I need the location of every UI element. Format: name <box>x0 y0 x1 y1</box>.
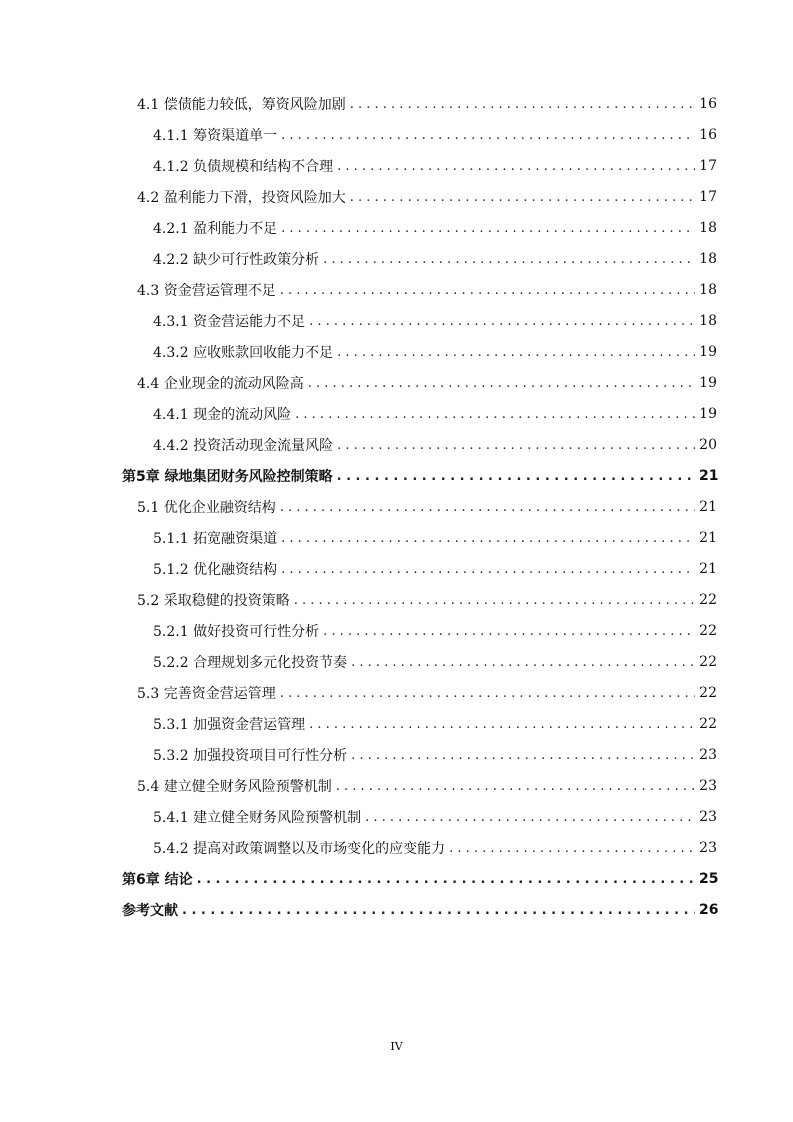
toc-leader-dots <box>280 686 695 701</box>
toc-entry[interactable] <box>0 803 793 831</box>
toc-entry-title: 4.4 企业现金的流动风险高 <box>137 376 304 392</box>
toc-entry-page-number: 22 <box>699 716 717 732</box>
toc-entry-title: 5.3 完善资金营运管理 <box>137 686 276 702</box>
toc-entry[interactable] <box>0 90 793 118</box>
toc-entry[interactable] <box>0 493 793 521</box>
toc-leader-dots <box>197 872 695 887</box>
toc-entry-page-number: 16 <box>699 127 717 143</box>
toc-leader-dots <box>350 97 695 112</box>
toc-entry-page-number: 21 <box>699 530 717 546</box>
toc-entry[interactable] <box>0 586 793 614</box>
toc-entry-title: 4.1 偿债能力较低，筹资风险加剧 <box>137 97 346 113</box>
toc-entry-title: 5.2.2 合理规划多元化投资节奏 <box>153 655 348 671</box>
toc-entry[interactable] <box>0 555 793 583</box>
toc-leader-dots <box>336 779 695 794</box>
toc-entry-page-number: 18 <box>699 282 717 298</box>
toc-entry[interactable] <box>0 896 793 924</box>
toc-entry-title: 4.2.2 缺少可行性政策分析 <box>153 252 320 268</box>
toc-leader-dots <box>351 655 695 670</box>
toc-entry-title: 4.1.1 筹资渠道单一 <box>153 128 278 144</box>
toc-leader-dots <box>281 221 695 236</box>
toc-entry-page-number: 21 <box>699 468 719 484</box>
toc-leader-dots <box>337 159 695 174</box>
toc-entry-title: 5.4.2 提高对政策调整以及市场变化的应变能力 <box>153 841 446 857</box>
toc-entry-page-number: 21 <box>699 499 717 515</box>
toc-entry[interactable] <box>0 338 793 366</box>
toc-entry-title: 第5章 绿地集团财务风险控制策略 <box>122 469 333 485</box>
toc-leader-dots <box>337 345 695 360</box>
toc-entry[interactable] <box>0 772 793 800</box>
toc-entry-title: 5.1.1 拓宽融资渠道 <box>153 531 278 547</box>
toc-entry-page-number: 21 <box>699 561 717 577</box>
toc-entry-page-number: 19 <box>699 406 717 422</box>
toc-entry[interactable] <box>0 400 793 428</box>
toc-entry-page-number: 23 <box>699 840 717 856</box>
toc-entry-page-number: 20 <box>699 437 717 453</box>
toc-entry[interactable] <box>0 276 793 304</box>
toc-entry-page-number: 19 <box>699 344 717 360</box>
toc-entry-page-number: 23 <box>699 809 717 825</box>
toc-entry-title: 4.1.2 负债规模和结构不合理 <box>153 159 334 175</box>
toc-entry-page-number: 22 <box>699 654 717 670</box>
toc-entry-title: 4.3.1 资金营运能力不足 <box>153 314 306 330</box>
toc-entry[interactable] <box>0 431 793 459</box>
toc-entry-title: 5.1.2 优化融资结构 <box>153 562 278 578</box>
toc-leader-dots <box>323 252 695 267</box>
toc-entry-page-number: 18 <box>699 251 717 267</box>
toc-entry-title: 5.2.1 做好投资可行性分析 <box>153 624 320 640</box>
toc-entry[interactable] <box>0 648 793 676</box>
toc-entry-page-number: 18 <box>699 313 717 329</box>
toc-leader-dots <box>365 810 695 825</box>
toc-entry-page-number: 26 <box>699 902 719 918</box>
toc-leader-dots <box>308 376 695 391</box>
toc-entry-page-number: 23 <box>699 778 717 794</box>
toc-leader-dots <box>351 748 695 763</box>
toc-entry-title: 4.4.1 现金的流动风险 <box>153 407 292 423</box>
toc-entry-title: 第6章 结论 <box>122 872 193 888</box>
toc-leader-dots <box>337 438 695 453</box>
toc-entry-title: 4.4.2 投资活动现金流量风险 <box>153 438 334 454</box>
toc-entry-title: 4.3 资金营运管理不足 <box>137 283 276 299</box>
toc-leader-dots <box>449 841 695 856</box>
toc-entry[interactable] <box>0 524 793 552</box>
toc-leader-dots <box>281 128 695 143</box>
toc-leader-dots <box>294 593 695 608</box>
toc-entry-page-number: 17 <box>699 158 717 174</box>
toc-leader-dots <box>309 314 695 329</box>
toc-leader-dots <box>309 717 695 732</box>
toc-entry[interactable] <box>0 865 793 893</box>
toc-leader-dots <box>337 469 695 484</box>
page-footer-number: IV <box>390 1040 403 1053</box>
toc-leader-dots <box>281 562 695 577</box>
toc-entry-title: 参考文献 <box>122 903 178 919</box>
toc-entry[interactable] <box>0 462 793 490</box>
toc-entry-title: 4.2.1 盈利能力不足 <box>153 221 278 237</box>
toc-entry-page-number: 17 <box>699 189 717 205</box>
toc-entry-page-number: 18 <box>699 220 717 236</box>
toc-entry-title: 4.2 盈利能力下滑，投资风险加大 <box>137 190 346 206</box>
toc-leader-dots <box>281 531 695 546</box>
toc-entry-page-number: 19 <box>699 375 717 391</box>
toc-entry-title: 5.2 采取稳健的投资策略 <box>137 593 290 609</box>
toc-entry[interactable] <box>0 152 793 180</box>
toc-leader-dots <box>323 624 695 639</box>
toc-entry-title: 5.3.1 加强资金营运管理 <box>153 717 306 733</box>
toc-entry-page-number: 22 <box>699 685 717 701</box>
toc-entry[interactable] <box>0 121 793 149</box>
toc-entry[interactable] <box>0 245 793 273</box>
toc-entry-title: 5.3.2 加强投资项目可行性分析 <box>153 748 348 764</box>
toc-entry-title: 4.3.2 应收账款回收能力不足 <box>153 345 334 361</box>
toc-entry[interactable] <box>0 617 793 645</box>
toc-leader-dots <box>295 407 695 422</box>
toc-entry[interactable] <box>0 214 793 242</box>
toc-leader-dots <box>350 190 695 205</box>
toc-entry-page-number: 25 <box>699 871 719 887</box>
toc-entry[interactable] <box>0 710 793 738</box>
toc-entry[interactable] <box>0 741 793 769</box>
toc-entry-page-number: 16 <box>699 96 717 112</box>
toc-entry-page-number: 22 <box>699 592 717 608</box>
toc-entry[interactable] <box>0 183 793 211</box>
toc-entry[interactable] <box>0 369 793 397</box>
toc-entry-title: 5.1 优化企业融资结构 <box>137 500 276 516</box>
toc-leader-dots <box>280 500 695 515</box>
toc-leader-dots <box>280 283 695 298</box>
toc-entry-title: 5.4 建立健全财务风险预警机制 <box>137 779 332 795</box>
toc-entry[interactable] <box>0 307 793 335</box>
toc-entry-page-number: 23 <box>699 747 717 763</box>
toc-entry-title: 5.4.1 建立健全财务风险预警机制 <box>153 810 362 826</box>
toc-entry[interactable] <box>0 834 793 862</box>
toc-entry[interactable] <box>0 679 793 707</box>
toc-leader-dots <box>182 903 695 918</box>
toc-entry-page-number: 22 <box>699 623 717 639</box>
